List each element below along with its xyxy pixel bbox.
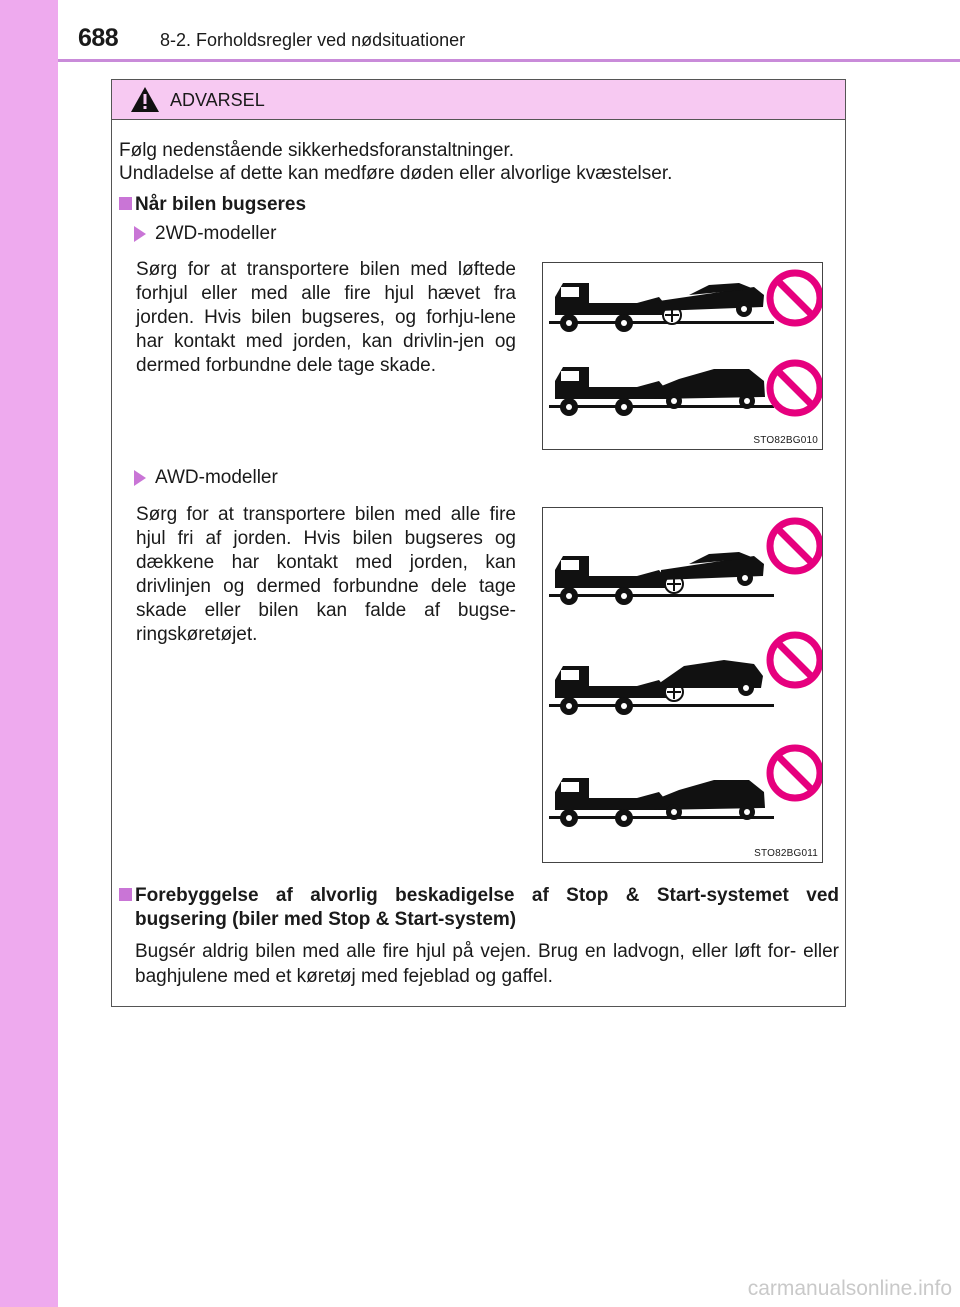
models-awd-label: AWD-modeller [155, 467, 278, 488]
warning-triangle-icon [130, 86, 160, 113]
warning-label: ADVARSEL [170, 90, 265, 110]
stopstart-text: Bugsér aldrig bilen med alle fire hjul på vejen. Brug en ladvogn, eller løft for- eller baghjulene med et køretøj med fejeblad og gaffel. [135, 941, 839, 987]
bullet-square-icon [119, 197, 132, 210]
models-2wd-text: Sørg for at transportere bilen med løftede forhjul eller med alle fire hjul hævet fra jorden. Hvis bilen bugseres, og forhju-lene har kontakt med jorden, kan drivlin-jen og dermed forbundne dele tage skade. [136, 259, 516, 376]
warning-box [111, 79, 846, 1007]
prohibited-icon [770, 273, 820, 323]
bullet-square-icon [119, 888, 132, 901]
tow-truck-lifted-rear [549, 660, 774, 715]
prohibited-icon [770, 363, 820, 413]
page-number: 688 [78, 24, 119, 52]
watermark: carmanualsonline.info [747, 1277, 952, 1300]
prohibited-icon [770, 521, 820, 571]
header-rule [58, 59, 960, 62]
models-awd-text: Sørg for at transportere bilen med alle fire hjul fri af jorden. Hvis bilen bugseres og dækkene har kontakt med jorden, kan drivlinjen og dermed forbundne dele tage skade eller bilen kan falde af bugse-ringskøretøjet. [136, 504, 516, 645]
prohibited-icon [770, 635, 820, 685]
section-title: 8-2. Forholdsregler ved nødsituationer [160, 30, 466, 50]
tow-truck-lifted-front [549, 283, 774, 332]
triangle-bullet-icon [134, 226, 146, 242]
stopstart-heading: Forebyggelse af alvorlig beskadigelse af Stop & Start-systemet ved bugsering (biler med Stop & Start-system) [135, 885, 839, 930]
towing-heading: Når bilen bugseres [135, 194, 307, 215]
warning-intro-1: Følg nedenstående sikkerhedsforanstaltninger. [119, 140, 515, 161]
towing-illustration-awd [543, 508, 822, 846]
tow-truck-lifted-front [549, 552, 774, 605]
tow-truck-dolly [549, 367, 774, 416]
prohibited-icon [770, 748, 820, 798]
models-2wd-label: 2WD-modeller [155, 223, 277, 244]
tow-truck-dolly [549, 778, 774, 827]
warning-header [112, 80, 845, 120]
figure-code: STO82BG010 [753, 435, 818, 446]
figure-awd-towing [542, 507, 823, 863]
page-sidebar [0, 0, 58, 1307]
towing-illustration-2wd [543, 263, 822, 433]
figure-2wd-towing [542, 262, 823, 450]
figure-code: STO82BG011 [754, 848, 818, 859]
warning-intro-2: Undladelse af dette kan medføre døden eller alvorlige kvæstelser. [119, 163, 673, 184]
triangle-bullet-icon [134, 470, 146, 486]
